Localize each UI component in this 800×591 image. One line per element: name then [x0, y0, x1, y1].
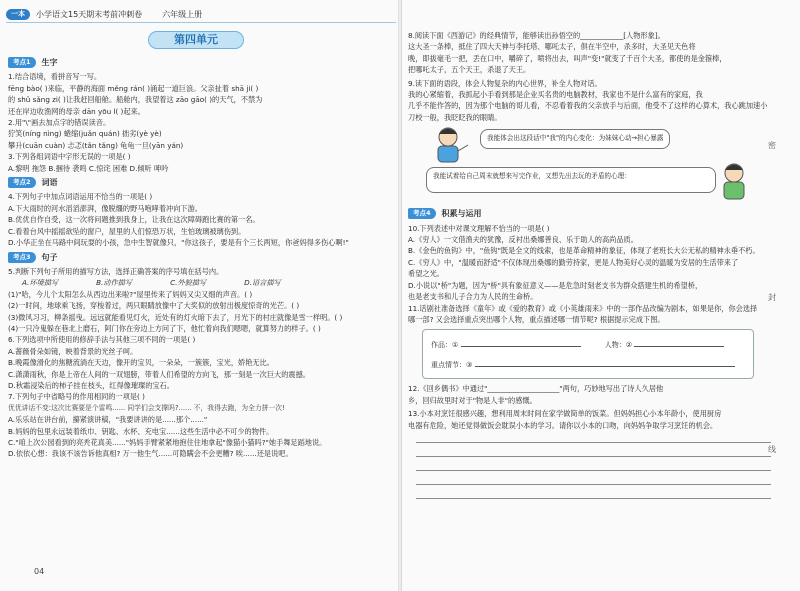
- section-title: 生字: [41, 58, 58, 67]
- q4-line: B.优优自作自受，这一次将问题推到我身上，让我在这次障碍跑比赛的第一名。: [8, 215, 260, 225]
- q12-line: 乡，回归故里时对于"物是人非"的感慨。: [408, 395, 537, 405]
- writing-line[interactable]: [416, 487, 771, 499]
- q10-line: 希望之光。: [408, 269, 444, 279]
- speech-bubble: 我能试着给自己周末就想来写完作业，又想先出去玩的矛盾的心理：: [426, 167, 716, 193]
- q8-line: 晚，即拔毫毛一把，丢在口中，嚼碎了，喷将出去，叫声"变!"就变了千百个大圣，都使的是金箍棒，: [408, 53, 727, 63]
- question-6: [8, 334, 394, 391]
- q9-line: 刀校一般，我眨眨我的眼睛。: [408, 112, 502, 122]
- q8-line: 8.阅读下面《西游记》的经典情节，能够读出孙悟空的____________[人物形象]。: [408, 31, 665, 40]
- q9-line: 几乎不能作答的，因为那个电脑的哥儿看，不忍看着我的父亲放手与后面，他受不了这样的心算术，我心跳加速小: [408, 101, 768, 111]
- side-mark: 封: [768, 293, 776, 302]
- q4-line: A.下大雨时的河水滔滔澎湃，像脱缰的野马咆哮着冲向下游。: [8, 203, 202, 213]
- q10-line: C.《穷人》中，"温暖而舒适"不仅体现出桑娜的勤劳持家，更是人物美好心灵的温暖为安居的生活带来了: [408, 257, 739, 267]
- q10-line: 也是老支书和儿子合力为人民的生命桥。: [408, 292, 538, 302]
- q8-line: 把哪吒太子，五个天王，杀退了天王。: [408, 65, 531, 75]
- answer-scroll: [422, 329, 754, 379]
- work-answer-field[interactable]: [461, 338, 581, 347]
- writing-line[interactable]: [416, 445, 771, 457]
- q5-option: C.外貌描写: [170, 278, 207, 288]
- unit-title: 第四单元: [148, 31, 244, 49]
- section-header: [8, 177, 394, 188]
- question-8: [408, 30, 760, 76]
- q5-item: (4)一只冷鬼躲在巷北上磨石，阿门你在旁边上方问了下，他忙着向我们嗯嗯，就算努力的样子。( ): [8, 323, 321, 333]
- section-header: [408, 208, 760, 219]
- student-figure-icon: [714, 161, 754, 203]
- scroll-row: [431, 358, 735, 371]
- q7-line: 7.下列句子中省略号的作用相同的一项是( ): [8, 392, 145, 402]
- q10-line: A.《穷人》一文借渔夫的犹豫，反衬出桑娜善良、乐于助人的高尚品质。: [408, 235, 638, 245]
- q1-line: 还在岸边收渔网的母亲 dān yōu l( )起来。: [8, 106, 145, 116]
- page-header: [6, 7, 202, 21]
- section-title: 积累与运用: [441, 209, 482, 219]
- q1-line: fēng bào( )来临，平静的海面 měng rán( )涌起一道巨浪。父亲扯着 shā ji( ): [8, 83, 259, 93]
- q5-item: (1)"哈，今儿个太阳怎么从西边出来啦?"屋里传来了妈妈又尖又细的声音。( ): [8, 289, 253, 299]
- q5-line: 5.判断下列句子所用的描写方法，选择正确答案的序号填在括号内。: [8, 266, 224, 276]
- person-label: 人物：②: [604, 341, 633, 350]
- q5-item: (3)微风习习，柳条摇曳。远远就能看见灯火，近处有的灯火暗下去了，月光下的村庄就像是雪一样明。( ): [8, 312, 343, 322]
- writing-line[interactable]: [416, 431, 771, 443]
- q6-line: 6.下列选项中所使用的修辞手法与其他三项不同的一项是( ): [8, 335, 196, 345]
- q7-line: B.妈妈的包里永远装着纸巾、钥匙、水杯、充电宝......这些生活中必不可少的物件。: [8, 426, 274, 436]
- q9-line: 我的心紧缩着，我抓起小手看到那是企业买名贵的电脑教材，我家也不是什么富有的家庭，我: [408, 90, 703, 100]
- side-mark: 密: [768, 141, 776, 150]
- section-title: 词语: [41, 178, 58, 188]
- question-5: [8, 266, 394, 334]
- question-13: [408, 408, 760, 499]
- header-divider: [6, 22, 396, 23]
- q7-line: D.依依心想：我该不该告诉他真相? 万一他生气......可隐瞒会不会更糟? 唉......还是说吧。: [8, 449, 293, 459]
- q4-line: C.看着台风中摇摇欲坠的窗户，屋里的人们惊恐万状，生怕玻璃被璃伤到。: [8, 226, 246, 236]
- q6-line: D.秋霜浸染后的柿子挂在枝头，红得像璀璨的宝石。: [8, 380, 174, 390]
- q4-line: 4.下列句子中加点词语运用不恰当的一项是( ): [8, 192, 153, 202]
- writing-line[interactable]: [416, 473, 771, 485]
- question-2: [8, 117, 394, 151]
- plot-label: 重点情节：③: [431, 361, 473, 370]
- q13-line: 电器有危险，她还觉得做饭会耽误小本的学习。请你以小本的口吻，向妈妈争取学习烹饪的机会。: [408, 420, 718, 430]
- q3-line: 3.下列各组词语中字形无误的一项是( ): [8, 152, 131, 162]
- q6-line: B.晚霞像滑化的焦糖流淌在天边，像开的宝贝，一朵朵，一簇簇，宝光，娇艳无比。: [8, 358, 274, 368]
- q5-options: [8, 277, 394, 288]
- header-grade: 六年级上册: [162, 9, 203, 19]
- page-number: 04: [34, 567, 45, 576]
- section-tag: 考点2: [8, 177, 36, 188]
- q6-line: A.蔷薇骨朵如镜，映着背景的光丝子呵。: [8, 346, 138, 356]
- q10-line: 10.下列表述中对课文理解不恰当的一项是( ): [408, 223, 550, 233]
- header-title: 小学语文15天期末考前冲刺卷: [36, 9, 143, 19]
- q10-line: D.小说以"桥"为题，因为"桥"具有象征意义——是危急时刻老支书为群众搭建生机的希望桥，: [408, 280, 703, 290]
- side-mark: 线: [768, 445, 776, 454]
- q10-line: B.《金色的鱼钩》中，"鱼钩"既是全文的线索，也是革命精神的象征，体现了老班长大公无私的精神永垂不朽。: [408, 246, 760, 256]
- q5-option: B.动作描写: [96, 278, 133, 288]
- question-11: [408, 303, 760, 380]
- q5-option: A.环境描写: [22, 278, 59, 288]
- q11-line: 11.话剧社准备选择《童年》或《爱的教育》或《小英雄雨来》中的一部作品改编为剧本，如果是你，你会选择: [408, 303, 758, 313]
- q9-line: 9.读下面的语段，体会人物复杂的内心世界，补全人物对话。: [408, 78, 602, 88]
- left-column: [8, 54, 394, 460]
- section-header: [8, 57, 394, 68]
- writing-line[interactable]: [416, 459, 771, 471]
- q2-line: 狞笑(níng nìng) 蜷缩(juǎn quán) 拙劣(yè yè): [8, 129, 162, 139]
- q9-dialogue: [408, 123, 760, 205]
- section-header: [8, 252, 394, 263]
- right-column: [408, 30, 768, 501]
- scroll-row: [431, 338, 724, 351]
- section-tag: 考点4: [408, 208, 436, 219]
- person-answer-field[interactable]: [634, 338, 724, 347]
- question-12: [408, 383, 760, 406]
- student-figure-icon: [428, 125, 472, 165]
- question-9: [408, 78, 768, 124]
- q1-line: 的 shǔ sǎng zi( )让我赶回船舱。船舱内，我望着这 zāo gāo( )的天气，不禁为: [8, 95, 263, 105]
- q5-item: (2)一时间，地球乘飞扬，穿梭着过，两只眼睛放像中了大奖似的放射出极度惊奇的光芒。( ): [8, 301, 300, 311]
- q2-line: 2.用"\"画去加点字的错误读音。: [8, 118, 111, 128]
- q5-option: D.语言描写: [244, 278, 281, 288]
- q7-line: 优优讲话不变:这次比赛要是个雷鸣...... 同学们会支撑吗?...... 不，我得去跑，为全力拼一次!: [8, 403, 285, 412]
- work-label: 作品：①: [431, 341, 459, 350]
- q13-line: 13.小本对烹饪很感兴趣，想利用周末时间在家学做简单的饭菜。但妈妈担心小本年龄小，使用厨房: [408, 409, 722, 419]
- question-10: [408, 223, 760, 303]
- q3-line: A.黎明 拖怨 B.捆待 袭鸣 C.惊诧 困难 D.倾听 呻吟: [8, 163, 169, 173]
- writing-lines[interactable]: [416, 431, 760, 499]
- speech-bubble: 我能体会出这段话中"我"的内心变化：为妹妹心动→担心暴露: [480, 129, 670, 148]
- q4-line: D.小华正坐在马路中间玩耍的小孩，急中生智就像只，"你这孩子，要是有个三长两短，你爸妈得多伤心啊!": [8, 238, 349, 248]
- section-title: 句子: [41, 252, 58, 262]
- q2-line: 攀升(cuān cuàn) 忐忑(tǎn tǎng) 龟龟一旦(yān yán): [8, 140, 184, 150]
- q7-line: A.乐乐站在讲台前，攥紧演讲稿，"我要讲讲的是......那个......": [8, 415, 208, 425]
- plot-answer-field[interactable]: [475, 358, 735, 367]
- question-1: [8, 71, 394, 117]
- q11-line: 哪一部? 又会选择重点突出哪个人物，重点描述哪一情节呢? 根据提示完成下图。: [408, 314, 665, 324]
- section-tag: 考点3: [8, 252, 36, 263]
- q8-line: 这大圣一条棒，抵住了四大天神与李托塔、哪吒太子，俱在半空中，杀多时，大圣见天色将: [408, 42, 696, 52]
- q6-line: C.潇潇雨秋，你是上帝在人间的一双翅膀，带着人们希望的方向飞，那一刻是一次巨大的震撼。: [8, 369, 310, 379]
- question-4: [8, 191, 394, 248]
- brand-badge: 一本: [6, 9, 30, 20]
- section-tag: 考点1: [8, 57, 36, 68]
- q12-line: 12.《回乡偶书》中通过"____________________"两句，巧妙地写出了诗人久居他: [408, 384, 664, 394]
- question-3: [8, 151, 394, 174]
- q1-line: 1.结合语境，看拼音写一写。: [8, 72, 102, 82]
- question-7: [8, 391, 394, 459]
- q7-line: C."咱上次公园看到的亮秃花真美......"妈妈手臂紧紧地抱住住地拿起"像猫小猫吗?"她手舞足蹈地说。: [8, 438, 327, 447]
